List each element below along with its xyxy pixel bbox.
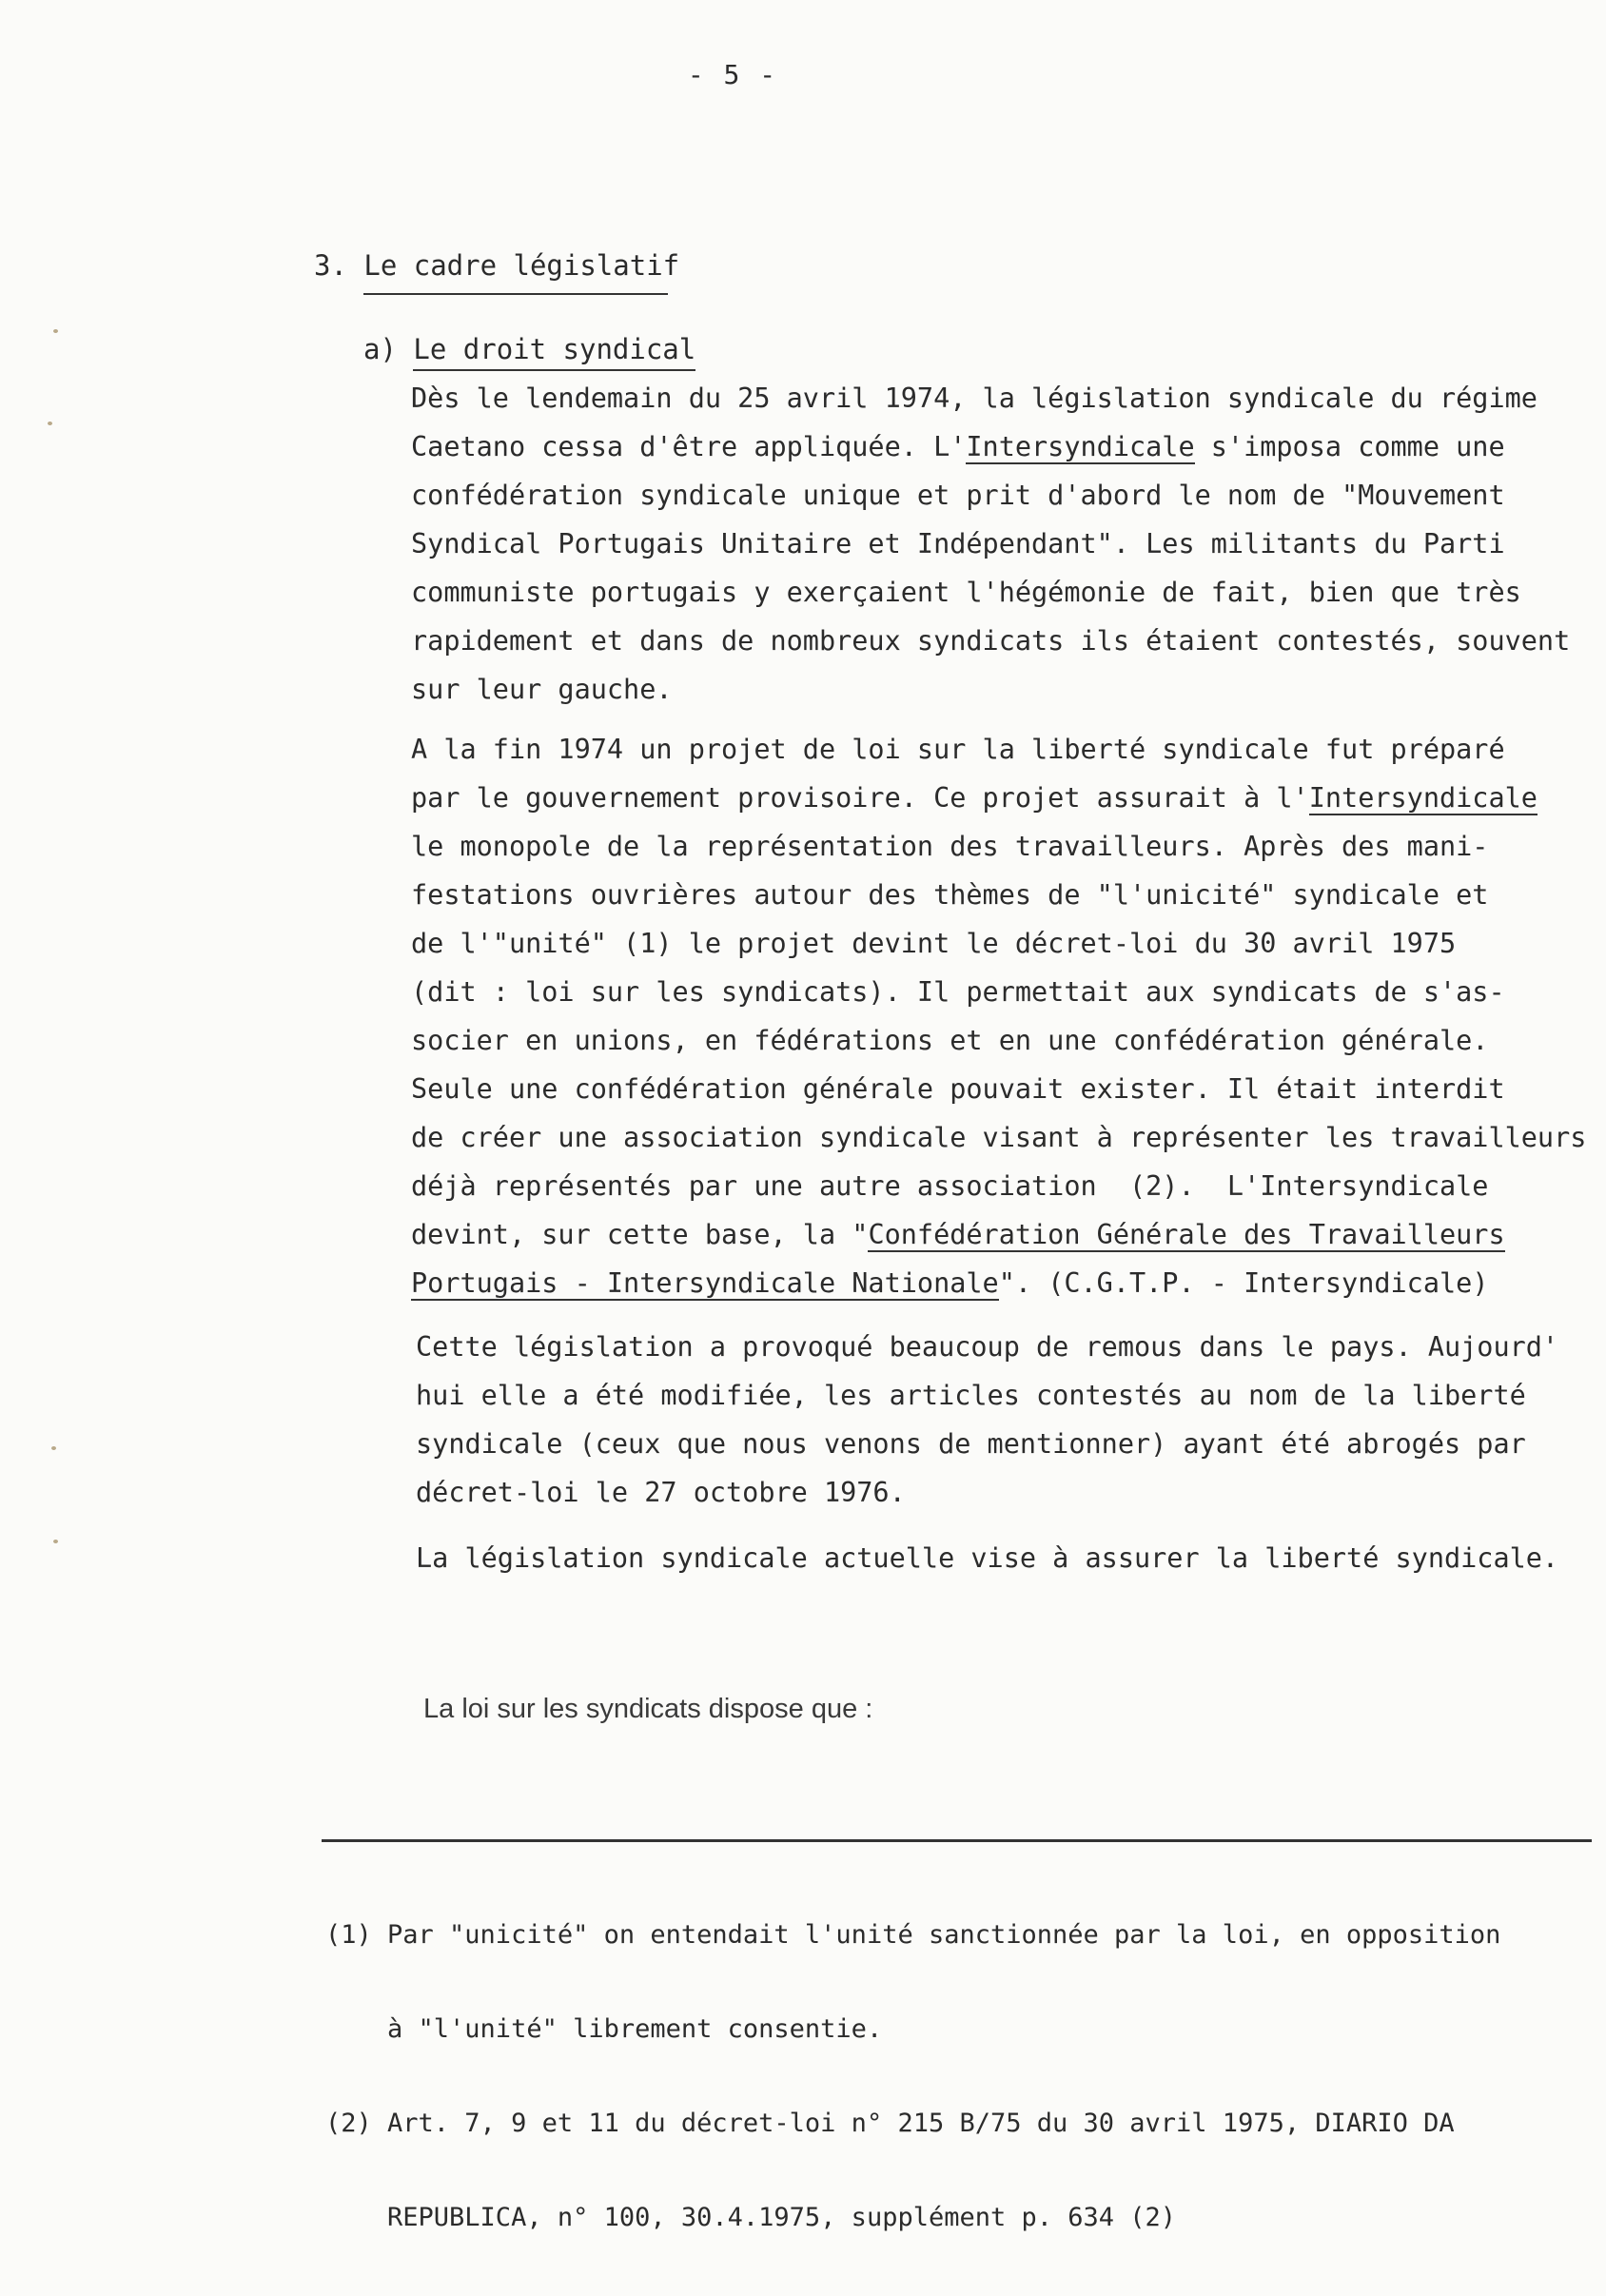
paragraph-2 <box>411 725 1591 1307</box>
text-line <box>411 520 1591 568</box>
text-run: syndicale (ceux que nous venons de mentionner) ayant été abrogés par <box>416 1428 1526 1460</box>
text-line <box>411 617 1591 665</box>
text-line <box>411 1162 1591 1210</box>
text-line <box>411 968 1591 1016</box>
text-line <box>416 1371 1596 1420</box>
text-line <box>416 1323 1596 1371</box>
text-run: s'imposa comme une <box>1194 431 1505 462</box>
text-run: rapidement et dans de nombreux syndicats ils étaient contestés, souvent <box>411 625 1571 657</box>
text-run: devint, sur cette base, la " <box>411 1219 869 1250</box>
text-line <box>411 568 1591 617</box>
text-run: décret-loi le 27 octobre 1976. <box>416 1477 906 1508</box>
text-run: Cette législation a provoqué beaucoup de remous dans le pays. Aujourd' <box>416 1331 1559 1363</box>
text-run: La législation syndicale actuelle vise à assurer la liberté syndicale. <box>416 1542 1559 1574</box>
paragraph-3 <box>416 1323 1596 1517</box>
text-line <box>411 422 1591 471</box>
text-run: déjà représentés par une autre association (2). L'Intersyndicale <box>411 1170 1489 1202</box>
paragraph-1 <box>411 374 1591 714</box>
text-line <box>411 725 1591 774</box>
text-run: de créer une association syndicale visant à représenter les travailleurs <box>411 1122 1587 1153</box>
underlined-term: Portugais - Intersyndicale Nationale <box>411 1267 999 1299</box>
footnotes <box>325 1856 1500 2296</box>
text-run: sur leur gauche. <box>411 674 673 705</box>
section-heading-text: 3. Le cadre législatif <box>314 249 680 282</box>
subsection-title: Le droit syndical <box>413 333 695 371</box>
text-line <box>411 1065 1591 1113</box>
text-run: communiste portugais y exerçaient l'hégémonie de fait, bien que très <box>411 577 1521 608</box>
text-run: A la fin 1974 un projet de loi sur la liberté syndicale fut préparé <box>411 734 1505 765</box>
paragraph-4 <box>416 1534 1596 1582</box>
footnote-line: REPUBLICA, n° 100, 30.4.1975, supplément p. 634 (2) <box>325 2203 1177 2232</box>
page-number: - 5 - <box>687 59 778 90</box>
text-line <box>411 919 1591 968</box>
paper-speck <box>48 422 52 425</box>
underlined-term: Intersyndicale <box>1308 782 1537 814</box>
footnote-separator <box>322 1839 1592 1842</box>
text-line <box>411 1113 1591 1162</box>
text-line <box>416 1468 1596 1517</box>
text-run: Seule une confédération générale pouvait exister. Il était interdit <box>411 1073 1505 1105</box>
text-line <box>411 1210 1591 1259</box>
text-run: par le gouvernement provisoire. Ce projet assurait à l' <box>411 782 1309 814</box>
text-line <box>411 1259 1591 1307</box>
paragraph-5: La loi sur les syndicats dispose que : <box>423 1694 873 1724</box>
text-run: le monopole de la représentation des travailleurs. Après des mani- <box>411 831 1489 862</box>
text-line <box>411 822 1591 871</box>
text-run: de l'"unité" (1) le projet devint le décret-loi du 30 avril 1975 <box>411 928 1457 959</box>
text-line <box>416 1420 1596 1468</box>
text-run: Dès le lendemain du 25 avril 1974, la législation syndicale du régime <box>411 383 1537 414</box>
text-run: confédération syndicale unique et prit d'abord le nom de "Mouvement <box>411 480 1505 511</box>
text-run: Syndical Portugais Unitaire et Indépendant". Les militants du Parti <box>411 528 1505 559</box>
subsection-label: a) <box>363 333 414 365</box>
heading-underline <box>363 293 668 295</box>
text-line <box>411 1016 1591 1065</box>
footnote-line: (1) Par "unicité" on entendait l'unité sanctionnée par la loi, en opposition <box>325 1920 1501 1950</box>
underlined-term: Intersyndicale <box>966 431 1195 462</box>
footnote-line: (2) Art. 7, 9 et 11 du décret-loi n° 215 B/75 du 30 avril 1975, DIARIO DA <box>325 2109 1455 2138</box>
subsection-heading <box>363 333 695 365</box>
paper-speck <box>51 1446 56 1450</box>
text-line <box>411 665 1591 714</box>
text-line <box>416 1534 1596 1582</box>
text-line <box>411 774 1591 822</box>
text-line <box>411 871 1591 919</box>
paper-speck <box>53 329 58 333</box>
underlined-term: Confédération Générale des Travailleurs <box>868 1219 1505 1250</box>
text-line <box>411 374 1591 422</box>
text-run: ". (C.G.T.P. - Intersyndicale) <box>998 1267 1489 1299</box>
footnote-line: à "l'unité" librement consentie. <box>325 2014 883 2044</box>
text-line <box>411 471 1591 520</box>
paper-speck <box>53 1540 58 1543</box>
text-run: (dit : loi sur les syndicats). Il permettait aux syndicats de s'as- <box>411 976 1505 1008</box>
text-run: hui elle a été modifiée, les articles contestés au nom de la liberté <box>416 1380 1526 1411</box>
section-heading <box>314 249 679 295</box>
text-run: festations ouvrières autour des thèmes de "l'unicité" syndicale et <box>411 879 1489 911</box>
text-run: Caetano cessa d'être appliquée. L' <box>411 431 967 462</box>
text-run: socier en unions, en fédérations et en une confédération générale. <box>411 1025 1489 1056</box>
